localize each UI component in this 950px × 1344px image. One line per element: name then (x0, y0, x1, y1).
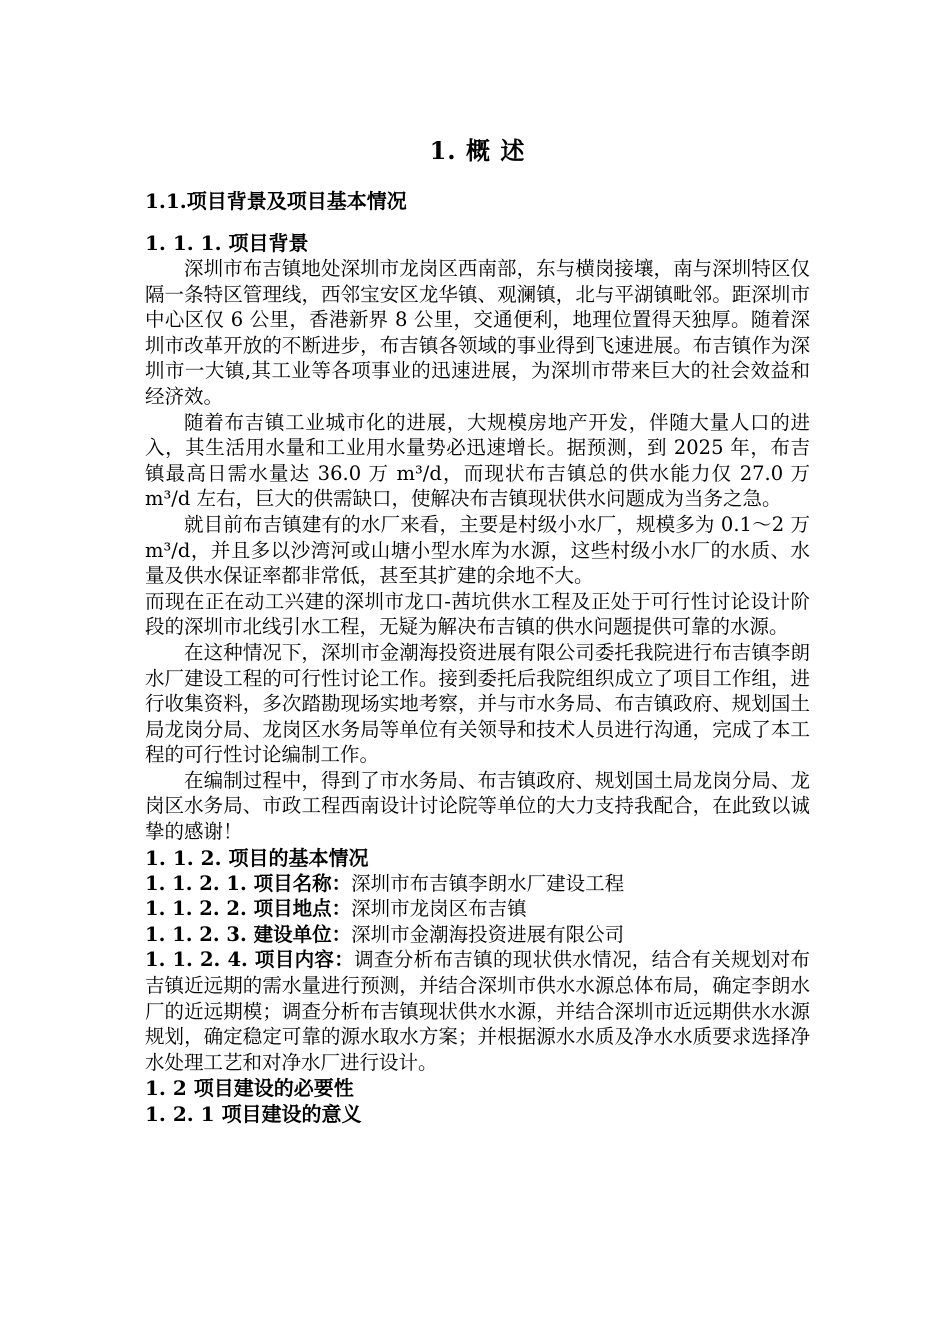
paragraph-background-5: 在这种情况下，深圳市金潮海投资进展有限公司委托我院进行布吉镇李朗水厂建设工程的可行性讨论工作。接到委托后我院组织成立了项目工作组，进行收集资料，多次踏勘现场实地考察，并与市水务局、布吉镇政府、规划国土局龙岗分局、龙岗区水务局等单位有关领导和技术人员进行沟通，完成了本工程的可行性讨论编制工作。 (145, 640, 810, 767)
paragraph-background-6: 在编制过程中，得到了市水务局、布吉镇政府、规划国土局龙岗分局、龙岗区水务局、市政工程西南设计讨论院等单位的大力支持我配合，在此致以诚挚的感谢！ (145, 768, 810, 844)
project-info-value: 深圳市金潮海投资进展有限公司 (351, 922, 625, 946)
project-info-label: 1. 1. 2. 1. 项目名称： (145, 871, 352, 895)
project-info-value: 调查分析布吉镇的现状供水情况，结合有关规划对布吉镇近远期的需水量进行预测，并结合深圳市供水水源总体布局，确定李朗水厂的近远期模；调查分析布吉镇现状供水水源，并结合深圳市近远期供水水源规划，确定稳定可靠的源水取水方案；并根据源水水质及净水水质要求选择净水处理工艺和对净水厂进行设计。 (145, 948, 810, 1074)
project-info-item-owner (145, 922, 810, 948)
project-info-value: 深圳市布吉镇李朗水厂建设工程 (351, 871, 625, 895)
project-info-value: 深圳市龙岗区布吉镇 (351, 897, 527, 921)
section-heading-1-1: 1.1.项目背景及项目基本情况 (145, 189, 407, 213)
project-info-label: 1. 1. 2. 4. 项目内容： (145, 948, 355, 972)
project-info-item-content (145, 947, 810, 1075)
project-info-item-name (145, 871, 810, 897)
subsection-heading-1-1-1: 1. 1. 1. 项目背景 (145, 231, 309, 255)
subsection-heading-1-2-1: 1. 2. 1 项目建设的意义 (145, 1102, 362, 1127)
section-heading-1-2: 1. 2 项目建设的必要性 (145, 1076, 354, 1101)
project-info-label: 1. 1. 2. 3. 建设单位： (145, 922, 352, 946)
paragraph-background-3: 就目前布吉镇建有的水厂来看，主要是村级小水厂，规模多为 0.1～2 万 m³/d，并且多以沙湾河或山塘小型水库为水源，这些村级小水厂的水质、水量及供水保证率都非常低，甚至其扩建的余地不大。 (145, 512, 810, 588)
subsection-heading-1-1-2: 1. 1. 2. 项目的基本情况 (145, 845, 369, 870)
project-info-item-location (145, 896, 810, 922)
document-title: 1. 概 述 (429, 136, 526, 165)
paragraph-background-2: 随着布吉镇工业城市化的进展，大规模房地产开发，伴随大量人口的进入，其生活用水量和工业用水量势必迅速增长。据预测，到 2025 年，布吉镇最高日需水量达 36.0 万 m³/d，而现状布吉镇总的供水能力仅 27.0 万 m³/d 左右，巨大的供需缺口，使解决布吉镇现状供水问题成为当务之急。 (145, 410, 810, 511)
paragraph-background-1: 深圳市布吉镇地处深圳市龙岗区西南部，东与横岗接壤，南与深圳特区仅隔一条特区管理线，西邻宝安区龙华镇、观澜镇，北与平湖镇毗邻。距深圳市中心区仅 6 公里，香港新界 8 公里，交通便利，地理位置得天独厚。随着深圳市改革开放的不断进步，布吉镇各领域的事业得到飞速进展。布吉镇作为深圳市一大镇,其工业等各项事业的迅速进展，为深圳市带来巨大的社会效益和经济效。 (145, 257, 810, 408)
document-page (145, 134, 810, 1127)
paragraph-background-4: 而现在正在动工兴建的深圳市龙口-茜坑供水工程及正处于可行性讨论设计阶段的深圳市北线引水工程，无疑为解决布吉镇的供水问题提供可靠的水源。 (145, 589, 810, 639)
project-info-label: 1. 1. 2. 2. 项目地点： (145, 897, 352, 921)
